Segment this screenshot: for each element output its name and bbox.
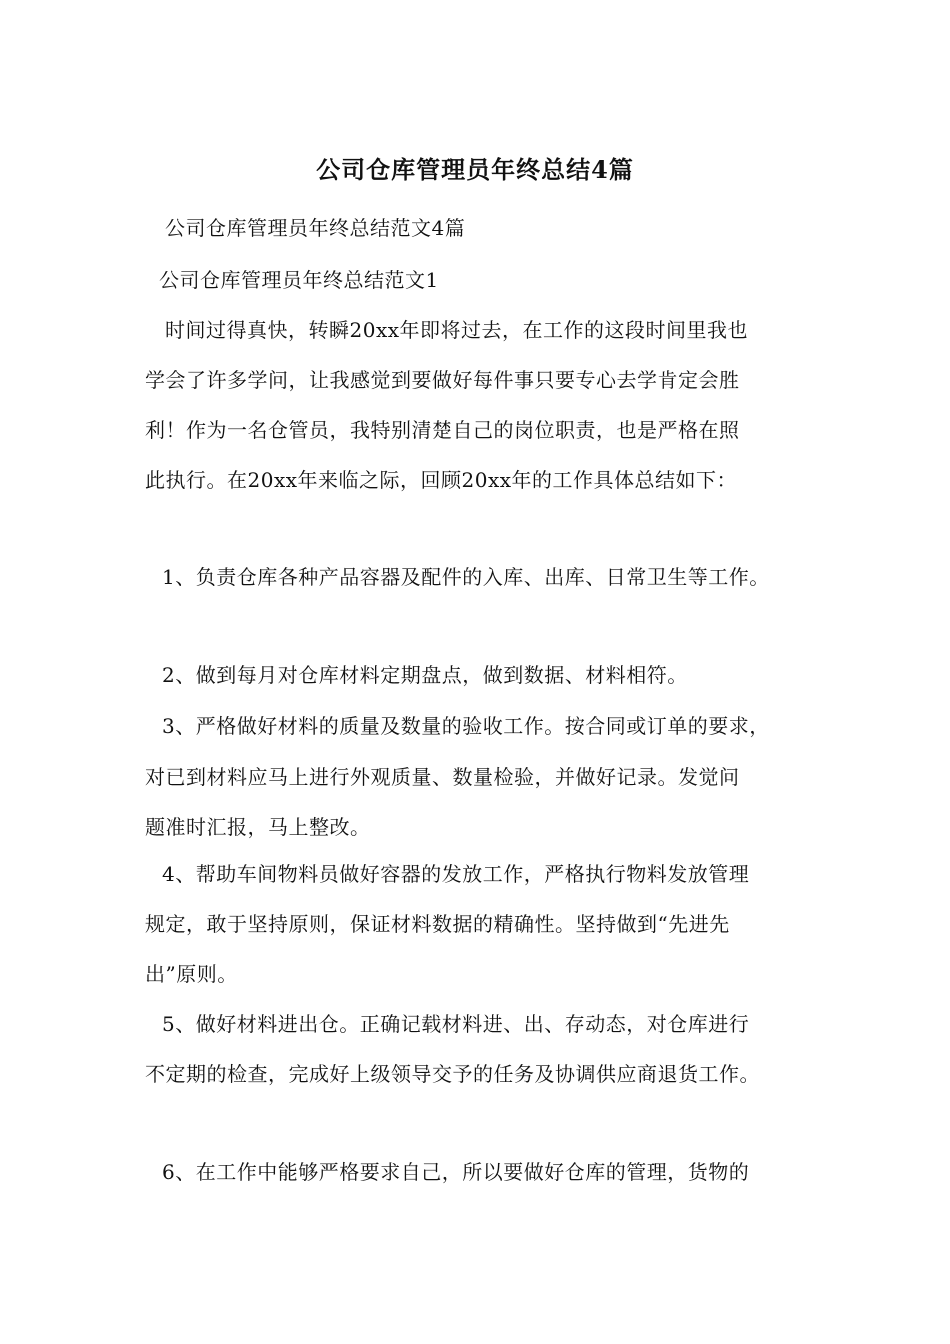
list-item-3: 3、严格做好材料的质量及数量的验收工作。按合同或订单的要求，	[162, 714, 770, 738]
section-heading: 公司仓库管理员年终总结范文1	[159, 268, 439, 292]
intro-line: 学会了许多学问，让我感觉到要做好每件事只要专心去学肯定会胜	[145, 368, 740, 392]
list-item-3-cont: 题准时汇报，马上整改。	[145, 815, 371, 839]
intro-line: 利！作为一名仓管员，我特别清楚自己的岗位职责，也是严格在照	[145, 418, 740, 442]
list-item-4-cont: 规定，敢于坚持原则，保证材料数据的精确性。坚持做到“先进先	[145, 912, 730, 936]
list-item-3-cont: 对已到材料应马上进行外观质量、数量检验，并做好记录。发觉问	[145, 765, 740, 789]
list-item-6: 6、在工作中能够严格要求自己，所以要做好仓库的管理，货物的	[162, 1160, 750, 1184]
list-item-2: 2、做到每月对仓库材料定期盘点，做到数据、材料相符。	[162, 663, 688, 687]
list-item-1: 1、负责仓库各种产品容器及配件的入库、出库、日常卫生等工作。	[162, 565, 770, 589]
list-item-4-cont: 出”原则。	[145, 962, 238, 986]
document-title: 公司仓库管理员年终总结4篇	[316, 155, 634, 184]
intro-line: 时间过得真快，转瞬20xx年即将过去，在工作的这段时间里我也	[165, 318, 749, 342]
intro-line: 此执行。在20xx年来临之际，回顾20xx年的工作具体总结如下：	[145, 468, 738, 492]
list-item-5-cont: 不定期的检查，完成好上级领导交予的任务及协调供应商退货工作。	[145, 1062, 760, 1086]
list-item-5: 5、做好材料进出仓。正确记载材料进、出、存动态，对仓库进行	[162, 1012, 750, 1036]
document-subtitle: 公司仓库管理员年终总结范文4篇	[165, 216, 466, 240]
list-item-4: 4、帮助车间物料员做好容器的发放工作，严格执行物料发放管理	[162, 862, 750, 886]
